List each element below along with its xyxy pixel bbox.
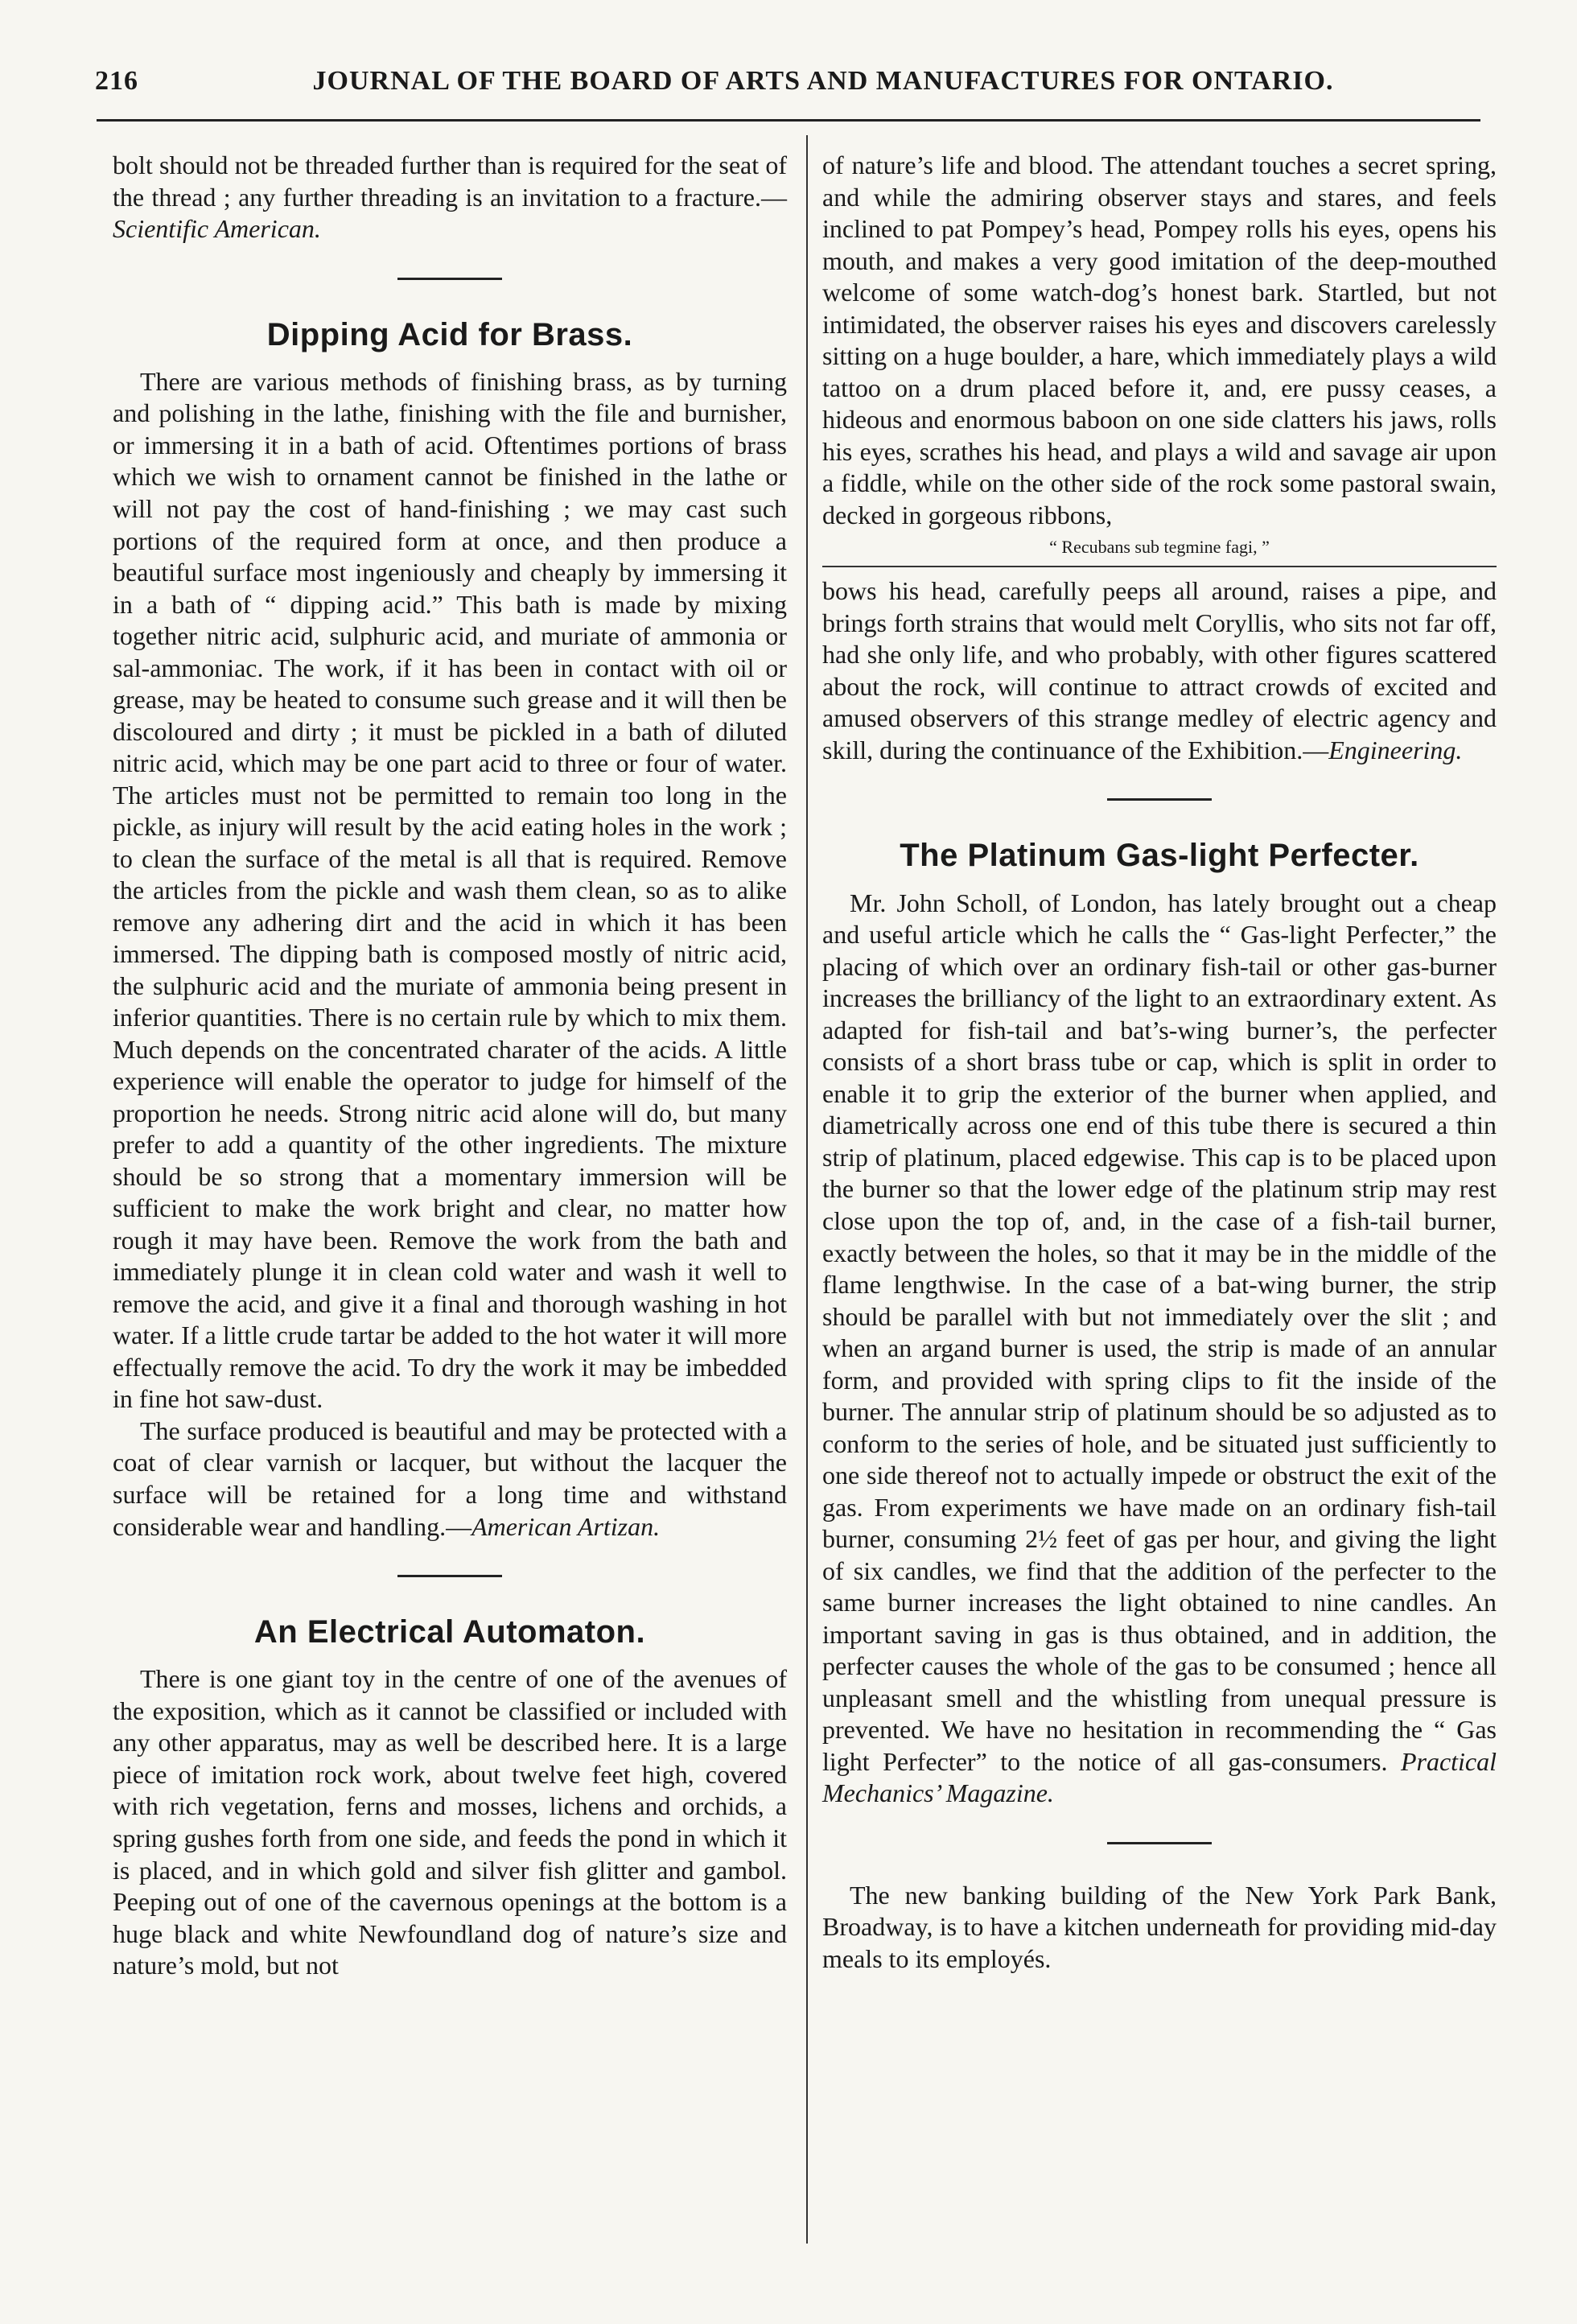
dipping-paragraph-1: There are various methods of finishing brass, as by turning and polishing in the lathe, finishing with the file and burnisher, or immersing it in a bath of acid. Oftentimes portions of brass which we wish to ornament cannot be finished in the lathe or will not pay the cost of hand-finishing ; we may cast such portions of the required form at once, and then produce a beautiful surface most ingeniously and cheaply by immersing it in a bath of “ dipping acid.” This bath is made by mixing together nitric acid, sulphuric acid, and muriate of ammonia or sal-ammoniac. The work, if it has been in contact with oil or grease, may be heated to consume such grease and it will then be discoloured and dirty ; it must be pickled in a bath of diluted nitric acid, which may be one part acid to three or four of water. The articles must not be permitted to remain too long in the pickle, as injury will result by the acid eating holes in the work ; to clean the surface of the metal is all that is required. Remove the articles from the pickle and wash them clean, so as to alike remove any adhering dirt and the acid in which it has been immersed. The dipping bath is composed mostly of nitric acid, the sulphuric acid and the muriate of ammonia being present in inferior quantities. There is no certain rule by which to mix them. Much depends on the concentrated charater of the acids. A little experience will enable the operator to judge for himself of the proportion he needs. Strong nitric acid alone will do, but many prefer to add a quantity of the other ingredients. The mixture should be so strong that a momentary immersion will be sufficient to make the work bright and clear, no matter how rough it may have been. Remove the work from the bath and immediately plunge it in clean cold water and wash it well to remove the acid, and give it a final and thorough washing in hot water. If a little crude tartar be added to the hot water it will more effectually remove the acid. To dry the work it may be imbedded in fine hot saw-dust.	[113, 366, 787, 1414]
journal-title: JOURNAL OF THE BOARD OF ARTS AND MANUFACTURES FOR ONTARIO.	[312, 66, 1334, 96]
dipping-paragraph-2: The surface produced is beautiful and may be protected with a coat of clear varnish or lacquer, but without the lacquer the surface will be retained for a long time and withstand considerable wear and handling.—American Artizan.	[113, 1415, 787, 1541]
section-divider	[397, 278, 502, 280]
platinum-paragraph: Mr. John Scholl, of London, has lately brought out a cheap and useful article which he calls the “ Gas-light Perfecter,” the placing of which over an ordinary fish-tail or other gas-burner increases the brilliancy of the light to an extraordinary extent. As adapted for fish-tail and bat’s-wing burner’s, the perfecter consists of a short brass tube or cap, which is split in order to enable it to grip the exterior of the burner when applied, and diametrically across one end of this tube there is secured a thin strip of platinum, placed edgewise. This cap is to be placed upon the burner so that the lower edge of the platinum strip may rest close upon the top of, and, in the case of a fish-tail burner, exactly between the holes, so that it may be in the middle of the flame lengthwise. In the case of a bat-wing burner, the strip should be parallel with but not immediately over the slit ; and when an argand burner is used, the strip is made of an annular form, and provided with spring clips to fit the inside of the burner. The annular strip of platinum should be so adjusted as to conform to the series of hole, and be situated just sufficiently to one side thereof not to actually impede or obstruct the exit of the gas. From experiments we have made on an ordinary fish-tail burner, consuming 2½ feet of gas per hour, and giving the light of six candles, we find that the addition of the perfecter to the same burner increases the light obtained to nine candles. An important saving in gas is thus obtained, and in addition, the perfecter causes the whole of the gas to be consumed ; hence all unpleasant smell and the whistling from unequal pressure is prevented. We have no hesitation in recommending the “ Gas light Perfecter” to the notice of all gas-consumers. Practical Mechanics’ Magazine.	[822, 888, 1497, 1808]
intro-source: Scientific American.	[113, 214, 321, 244]
page-header	[0, 66, 1577, 114]
section-divider	[397, 1575, 502, 1577]
header-rule	[97, 119, 1480, 122]
column-divider	[806, 135, 808, 2244]
dipping-title: Dipping Acid for Brass.	[266, 316, 633, 352]
quote-rule	[822, 566, 1497, 567]
section-divider	[1107, 798, 1212, 801]
automaton-source: Engineering.	[1328, 735, 1463, 764]
automaton-title: An Electrical Automaton.	[253, 1614, 646, 1650]
bank-paragraph: The new banking building of the New York Park Bank, Broadway, is to have a kitchen underneath for providing mid-day meals to its employés.	[822, 1880, 1497, 1973]
automaton-paragraph-1: There is one giant toy in the centre of one of the avenues of the exposition, which as it cannot be classified or included with any other apparatus, may as well be described here. It is a large piece of imitation rock work, about twelve feet high, covered with rich vegetation, ferns and mosses, lichens and orchids, a spring gushes forth from one side, and feeds the pond in which it is placed, and in which gold and silver fish glitter and gambol. Peeping out of one of the cavernous openings at the bottom is a huge black and white Newfoundland dog of nature’s size and nature’s mold, but not	[113, 1664, 787, 1980]
latin-quote: “ Recubans sub tegmine fagi, ”	[1049, 537, 1270, 558]
automaton-continued: of nature’s life and blood. The attendant touches a secret spring, and while the admiring observer stays and stares, and feels inclined to pat Pompey’s head, Pompey rolls his eyes, opens his mouth, and makes a very good imitation of the deep-mouthed welcome of some watch-dog’s honest bark. Startled, but not intimidated, the observer raises his eyes and discovers carelessly sitting on a huge boulder, a hare, which immediately plays a wild tattoo on a drum placed before it, and, ere pussy ceases, a hideous and enormous baboon on one side clatters his jaws, rolls his eyes, scrathes his head, and plays a wild and savage air upon a fiddle, while on the other side of the rock some pastoral swain, decked in gorgeous ribbons,	[822, 150, 1497, 529]
left-column	[113, 150, 787, 1982]
page-number: 216	[95, 66, 138, 96]
intro-paragraph: bolt should not be threaded further than is required for the seat of the thread ; any further threading is an invitation to a fracture.—Scientific American.	[113, 150, 787, 244]
right-column	[822, 150, 1497, 1975]
dipping-source: American Artizan.	[471, 1511, 661, 1541]
platinum-source: Practical Mechanics’ Magazine.	[822, 1746, 1497, 1808]
platinum-title: The Platinum Gas-light Perfecter.	[900, 838, 1419, 874]
section-divider	[1107, 1842, 1212, 1844]
automaton-ending: bows his head, carefully peeps all around, raises a pipe, and brings forth strains that would melt Coryllis, who sits not far off, had she only life, and who probably, with other figures scattered about the rock, will continue to attract crowds of excited and amused observers of this strange medley of electric agency and skill, during the continuance of the Exhibition.—Engineering.	[822, 576, 1497, 764]
